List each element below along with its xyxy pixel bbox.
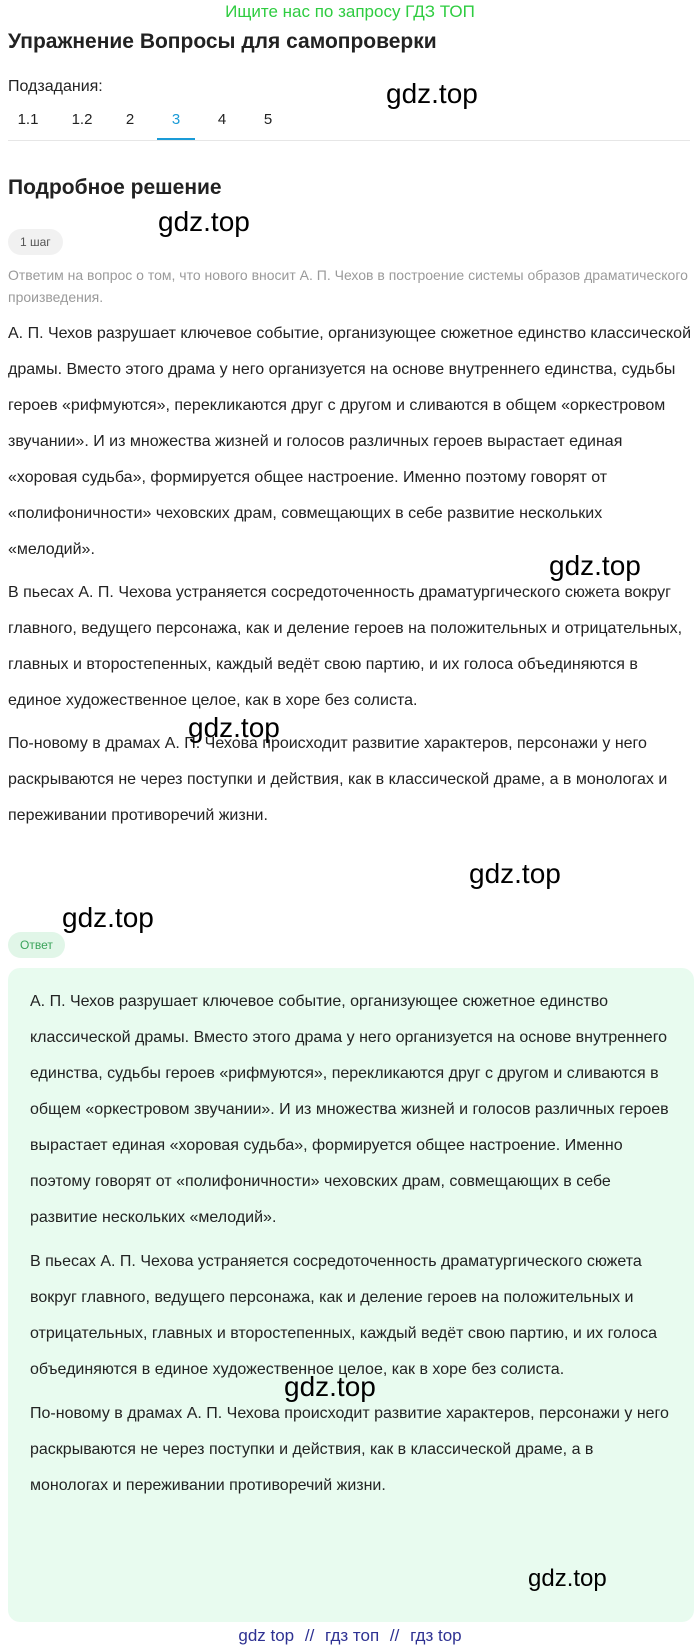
footer-links xyxy=(0,1624,700,1648)
answer-paragraph: А. П. Чехов разрушает ключевое событие, организующее сюжетное единство классической драмы. Вместо этого драма у него организуется на основе внутреннего единства, судьбы героев «рифмуются», перекликаются друг с другом и сливаются в общем «оркестровом звучании». И из множества жизней и голосов различных героев вырастает единая «хоровая судьба», формируется общее настроение. Именно поэтому говорят от «полифоничности» чеховских драм, совмещающих в себе развитие нескольких «мелодий». xyxy=(30,993,669,1226)
tab-5[interactable]: 5 xyxy=(263,111,273,128)
footer-link[interactable]: gdz top xyxy=(238,1626,295,1645)
step-question: Ответим на вопрос о том, что нового вносит А. П. Чехов в построение системы образов драматического произведения. xyxy=(8,267,688,305)
tab-4[interactable]: 4 xyxy=(217,111,227,128)
answer-paragraph: По-новому в драмах А. П. Чехова происходит развитие характеров, персонажи у него раскрываются не через поступки и действия, как в классической драме, а в монологах и переживании противоречий жизни. xyxy=(30,1405,669,1494)
watermark: gdz.top xyxy=(188,712,280,743)
tab-1-2[interactable]: 1.2 xyxy=(71,111,93,128)
tab-1-1[interactable]: 1.1 xyxy=(17,111,39,128)
solution-text xyxy=(8,316,692,841)
step-badge: 1 шаг xyxy=(8,229,63,255)
answer-badge: Ответ xyxy=(8,932,65,958)
watermark: gdz.top xyxy=(528,1565,607,1592)
footer-separator: // xyxy=(389,1626,400,1645)
answer-paragraph: В пьесах А. П. Чехова устраняется сосредоточенность драматургического сюжета вокруг главного, ведущего персонажа, как и деление героев на положительных и отрицательных, главных и второстепенных, каждый ведёт свою партию, и их голоса объединяются в единое художественное целое, как в хоре без солиста. xyxy=(30,1253,657,1378)
watermark: gdz.top xyxy=(386,78,478,109)
solution-paragraph: По-новому в драмах А. П. Чехова происходит развитие характеров, персонажи у него раскрываются не через поступки и действия, как в классической драме, а в монологах и переживании противоречий жизни. xyxy=(8,735,668,824)
footer-link[interactable]: гдз топ xyxy=(325,1626,380,1645)
watermark: gdz.top xyxy=(62,902,154,933)
watermark: gdz.top xyxy=(469,858,561,889)
footer-link[interactable]: гдз top xyxy=(410,1626,462,1645)
answer-box xyxy=(8,968,694,1622)
watermark: gdz.top xyxy=(549,550,641,581)
top-banner[interactable]: Ищите нас по запросу ГДЗ ТОП xyxy=(225,2,475,21)
subtasks-label: Подзадания: xyxy=(8,78,103,95)
subtask-tabs xyxy=(8,102,690,141)
exercise-title: Упражнение Вопросы для самопроверки xyxy=(8,30,437,53)
watermark: gdz.top xyxy=(284,1371,376,1402)
tab-3[interactable]: 3 xyxy=(157,102,195,140)
footer-separator: // xyxy=(304,1626,315,1645)
solution-paragraph: В пьесах А. П. Чехова устраняется сосредоточенность драматургического сюжета вокруг главного, ведущего персонажа, как и деление героев на положительных и отрицательных, главных и второстепенных, каждый ведёт свою партию, и их голоса объединяются в единое художественное целое, как в хоре без солиста. xyxy=(8,584,683,709)
watermark: gdz.top xyxy=(158,206,250,237)
tab-2[interactable]: 2 xyxy=(125,111,135,128)
solution-title: Подробное решение xyxy=(8,176,222,199)
solution-paragraph: А. П. Чехов разрушает ключевое событие, организующее сюжетное единство классической драмы. Вместо этого драма у него организуется на основе внутреннего единства, судьбы героев «рифмуются», перекликаются друг с другом и сливаются в общем «оркестровом звучании». И из множества жизней и голосов различных героев вырастает единая «хоровая судьба», формируется общее настроение. Именно поэтому говорят от «полифоничности» чеховских драм, совмещающих в себе развитие нескольких «мелодий». xyxy=(8,325,692,558)
